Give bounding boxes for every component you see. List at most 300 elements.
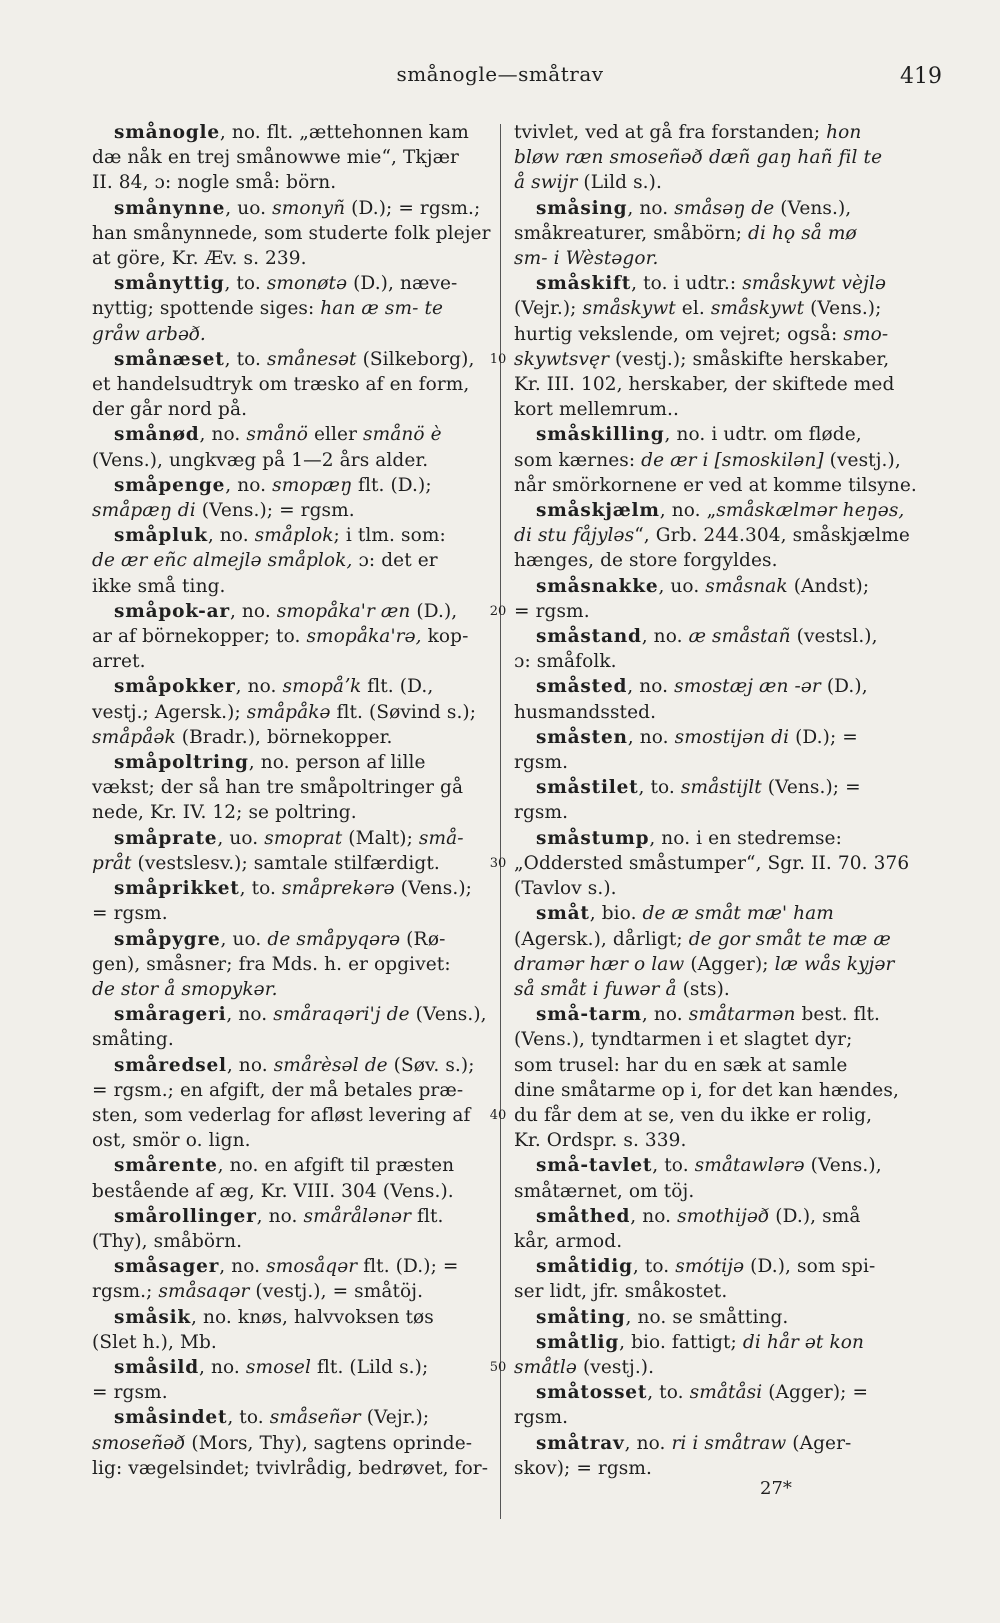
headword: småpygre [114, 928, 221, 950]
dialect-form: gråw arbəð. [92, 323, 206, 345]
definition-text: = rgsm. [92, 1382, 168, 1404]
text-line [514, 1431, 909, 1456]
text-line [514, 1305, 909, 1330]
definition-text: , no. [627, 197, 675, 219]
headword: småskilling [536, 424, 665, 446]
dialect-form: småskælmər heŋəs, [716, 500, 905, 522]
dialect-form: småtarmən [688, 1004, 796, 1026]
definition-text: , no. [630, 1205, 678, 1227]
definition-text: han smånynnede, som studerte folk plejer [92, 222, 491, 244]
text-line [92, 498, 487, 523]
text-line [92, 1179, 487, 1204]
dialect-form: bløw ræn smoseñəð dæñ gaŋ hañ fil te [514, 147, 883, 169]
dialect-form: di hår ət kon [742, 1331, 865, 1353]
text-line [92, 196, 487, 221]
definition-text: = rgsm. [92, 903, 168, 925]
definition-text: (Vens.); = [761, 777, 861, 799]
definition-text: (Bradr.), börnekopper. [175, 726, 393, 748]
definition-text: , no. „ [659, 500, 717, 522]
definition-text: Kr. III. 102, herskaber, der skiftede med [514, 374, 895, 396]
text-line [92, 800, 487, 825]
text-line [92, 548, 487, 573]
text-line [514, 674, 909, 699]
text-line [92, 448, 487, 473]
headword: små-tarm [536, 1004, 642, 1026]
text-line [514, 599, 909, 624]
text-line [514, 725, 909, 750]
headword: småsten [536, 726, 628, 748]
definition-text: (Vens.); [804, 298, 882, 320]
definition-text: småtærnet, om töj. [514, 1180, 695, 1202]
definition-text: , no. [235, 676, 283, 698]
definition-text: kort mellemrum.. [514, 399, 679, 421]
definition-text: , no. i en stedremse: [649, 827, 842, 849]
text-line [514, 1355, 909, 1380]
definition-text: småkreaturer, småbörn; [514, 222, 749, 244]
definition-text: (vestj.). [576, 1356, 655, 1378]
headword: småpok-ar [114, 600, 230, 622]
text-line [514, 196, 909, 221]
definition-text: (Vens.), ungkvæg på 1—2 års alder. [92, 449, 429, 471]
definition-text: (Silkeborg), [356, 348, 475, 370]
headword: smårageri [114, 1004, 227, 1026]
text-line [514, 347, 909, 372]
headword: småt [536, 903, 590, 925]
running-head: smånogle—småtrav [396, 62, 604, 86]
headword: småprikket [114, 878, 240, 900]
definition-text: (Lild s.). [577, 172, 662, 194]
definition-text: , no. [229, 600, 277, 622]
dialect-form: smótijə [675, 1256, 745, 1278]
headword: småting [536, 1306, 626, 1328]
dialect-form: smopåka'r æn [276, 600, 411, 622]
headword: småskift [536, 273, 632, 295]
text-line [92, 1078, 487, 1103]
definition-text: , to. [224, 348, 267, 370]
dialect-form: småraqəri'j de [273, 1004, 410, 1026]
definition-text: (vestslesv.); samtale stilfærdigt. [131, 852, 440, 874]
text-line [92, 523, 487, 548]
text-line [514, 296, 909, 321]
definition-text: , to. [632, 1256, 676, 1278]
dialect-form: småskywt [710, 298, 805, 320]
definition-text: (Vens.), [774, 197, 852, 219]
definition-text: dine småtarme op i, for det kan hændes, [514, 1079, 899, 1101]
headword: småpenge [114, 474, 226, 496]
dialect-form: småprekərə [282, 878, 395, 900]
definition-text: (Ager- [786, 1432, 852, 1454]
definition-text: „Oddersted småstumper“, Sgr. II. 70. 376 [514, 852, 910, 874]
definition-text: , no. [207, 525, 255, 547]
left-column [92, 120, 491, 1481]
text-line [92, 674, 487, 699]
text-line [92, 1027, 487, 1052]
dialect-form: småpåkə [246, 701, 331, 723]
dialect-form: ri i småtraw [671, 1432, 787, 1454]
text-line [92, 246, 487, 271]
text-line [514, 1027, 909, 1052]
text-line [92, 221, 491, 246]
text-line [514, 145, 909, 170]
definition-text: , no. [641, 626, 689, 648]
definition-text: , bio. fattigt; [619, 1331, 743, 1353]
text-line [92, 1330, 487, 1355]
definition-text: ; i tlm. som: [333, 525, 446, 547]
definition-text: , bio. [589, 903, 643, 925]
definition-text: (Slet h.), Mb. [92, 1331, 217, 1353]
dialect-form: smårèsəl de [273, 1054, 388, 1076]
text-line [92, 422, 487, 447]
definition-text: når smörkornene er ved at komme tilsyne. [514, 474, 917, 496]
definition-text: (vestj.), = småtöj. [249, 1281, 424, 1303]
definition-text: (Agger); [684, 953, 775, 975]
dialect-form: små- [418, 827, 464, 849]
text-line [92, 624, 487, 649]
text-line [92, 649, 487, 674]
text-line [92, 1128, 487, 1153]
definition-text: du får dem at se, ven du ikke er rolig, [514, 1104, 873, 1126]
definition-text: flt. (D., [361, 676, 434, 698]
definition-text: (Andst); [787, 575, 870, 597]
line-number-marker: 30 [489, 855, 507, 871]
definition-text: , no. flt. „ættehonnen kam [219, 122, 469, 143]
definition-text: , uo. [658, 575, 706, 597]
text-line [92, 145, 487, 170]
definition-text: hurtig vekslende, om vejret; også: [514, 323, 844, 345]
line-number-marker: 40 [489, 1107, 507, 1123]
dialect-form: småstijlt [680, 777, 762, 799]
definition-text: rgsm. [514, 752, 569, 774]
dialect-form: smopåka'rə, [306, 626, 422, 648]
definition-text: , no. i udtr. om fløde, [664, 424, 862, 446]
text-line [514, 422, 909, 447]
definition-text: (Agger); = [762, 1382, 869, 1404]
headword: småtrav [536, 1432, 625, 1454]
text-line [514, 1254, 909, 1279]
dialect-form: småskywt vèjlə [742, 273, 887, 295]
text-line [92, 1431, 487, 1456]
text-line [92, 170, 487, 195]
headword: smånynne [114, 197, 226, 219]
text-line [92, 322, 487, 347]
text-line [514, 271, 909, 296]
definition-text: (Tavlov s.). [514, 878, 617, 900]
text-line [92, 397, 487, 422]
definition-text: , no. [627, 676, 675, 698]
text-line [92, 1456, 487, 1481]
definition-text: , no. [624, 1432, 672, 1454]
definition-text: småting. [92, 1029, 174, 1051]
text-line [92, 1103, 487, 1128]
column-divider [500, 124, 501, 1519]
text-line [92, 347, 487, 372]
definition-text: tvivlet, ved at gå fra forstanden; [514, 122, 827, 143]
text-line [92, 1153, 487, 1178]
text-line [514, 1330, 909, 1355]
dialect-form: de æ småt mæ' ham [642, 903, 834, 925]
definition-text: (D.); = [789, 726, 858, 748]
dialect-form: smopåʼk [282, 676, 362, 698]
text-line [514, 120, 909, 145]
text-line [92, 876, 487, 901]
definition-text: (Malt); [342, 827, 419, 849]
text-line [514, 1002, 909, 1027]
text-line [514, 221, 909, 246]
text-line [514, 1078, 909, 1103]
text-line [92, 1204, 487, 1229]
definition-text: dæ nåk en trej smånowwe mie“, Tkjær [92, 147, 459, 169]
dialect-form: småtawlərə [694, 1155, 805, 1177]
dialect-form: smonyñ [272, 197, 346, 219]
headword: småstilet [536, 777, 639, 799]
definition-text: ost, smör o. lign. [92, 1130, 251, 1152]
text-line [514, 574, 909, 599]
dialect-form: pråt [92, 852, 132, 874]
text-line [92, 1254, 487, 1279]
text-line [92, 851, 487, 876]
text-line [514, 1456, 909, 1481]
dialect-form: småseñər [269, 1407, 361, 1429]
dialect-form: å swijr [514, 172, 578, 194]
text-line [514, 851, 909, 876]
dialect-form: smo- [843, 323, 889, 345]
definition-text: (D.), som spi- [744, 1256, 876, 1278]
definition-text: vestj.; Agersk.); [92, 701, 247, 723]
definition-text: (Mors, Thy), sagtens oprinde- [185, 1432, 473, 1454]
text-line [514, 1153, 909, 1178]
definition-text: = rgsm. [514, 600, 590, 622]
definition-text: , to. [638, 777, 681, 799]
headword: småstand [536, 626, 642, 648]
text-line [514, 952, 909, 977]
definition-text: (Vens.), [804, 1155, 882, 1177]
headword: småpokker [114, 676, 236, 698]
text-line [514, 826, 909, 851]
definition-text: rgsm. [514, 1407, 569, 1429]
dialect-form: de stor å smopykər. [92, 978, 278, 1000]
headword: smårollinger [114, 1205, 257, 1227]
text-line [92, 700, 487, 725]
definition-text: best. flt. [795, 1004, 881, 1026]
headword: småtlig [536, 1331, 620, 1353]
definition-text: skov); = rgsm. [514, 1457, 653, 1479]
text-line [92, 1355, 487, 1380]
definition-text: , no. [641, 1004, 689, 1026]
definition-text: , to. [239, 878, 283, 900]
definition-text: (Vens.); = rgsm. [195, 500, 355, 522]
definition-text: , no. [226, 1004, 274, 1026]
text-line [514, 1279, 909, 1304]
definition-text: (D.), [410, 600, 458, 622]
definition-text: et handelsudtryk om træsko af en form, [92, 374, 470, 396]
definition-text: (vestsl.), [790, 626, 878, 648]
definition-text: rgsm.; [92, 1281, 159, 1303]
definition-text: eller [308, 424, 364, 446]
headword: småpluk [114, 525, 208, 547]
headword: småsing [536, 197, 628, 219]
headword: småsild [114, 1356, 199, 1378]
definition-text: (D.), små [769, 1205, 861, 1227]
headword: småpoltring [114, 752, 249, 774]
text-line [92, 1279, 487, 1304]
definition-text: (vestj.); småskifte herskaber, [609, 348, 890, 370]
definition-text: , no. en afgift til præsten [217, 1155, 455, 1177]
text-line [92, 750, 487, 775]
definition-text: kår, armod. [514, 1230, 623, 1252]
text-line [514, 1204, 909, 1229]
definition-text: som kærnes: [514, 449, 642, 471]
definition-text: som trusel: har du en sæk at samle [514, 1054, 848, 1076]
headword: småstump [536, 827, 650, 849]
definition-text: ɔ: småfolk. [514, 651, 617, 673]
dialect-form: di hǫ så mø [748, 222, 857, 244]
dialect-form: småsnak [705, 575, 788, 597]
dialect-form: de småpyqərə [267, 928, 401, 950]
dialect-form: smånö [246, 424, 308, 446]
dialect-form: smånesət [266, 348, 357, 370]
headword: smånød [114, 424, 200, 446]
text-line [514, 624, 909, 649]
headword: småsager [114, 1256, 220, 1278]
dialect-form: småtåsi [689, 1382, 763, 1404]
right-column [514, 120, 917, 1481]
definition-text: kop- [421, 626, 469, 648]
definition-text: hænges, de store forgyldes. [514, 550, 778, 572]
dialect-form: han æ sm- te [320, 298, 444, 320]
definition-text: (Vejr.); [514, 298, 583, 320]
definition-text: (D.), [820, 676, 868, 698]
definition-text: flt. (Søvind s.); [330, 701, 477, 723]
text-line [92, 725, 487, 750]
text-line [514, 876, 909, 901]
line-number-marker: 20 [489, 603, 507, 619]
text-line [92, 901, 487, 926]
definition-text: , no. [198, 1356, 246, 1378]
headword: små-tavlet [536, 1155, 653, 1177]
definition-text: bestående af æg, Kr. VIII. 304 (Vens.). [92, 1180, 454, 1202]
text-line [514, 649, 909, 674]
text-line [92, 952, 487, 977]
dialect-form: de gor småt te mæ æ [688, 928, 891, 950]
definition-text: vækst; der så han tre småpoltringer gå [92, 777, 464, 799]
dialect-form: smopæŋ [272, 474, 353, 496]
headword: smånyttig [114, 273, 225, 295]
text-line [92, 1229, 487, 1254]
text-line [514, 170, 909, 195]
dialect-form: småsaqər [158, 1281, 250, 1303]
definition-text: , no. se småtting. [625, 1306, 789, 1328]
definition-text: flt. (D.); = [357, 1256, 459, 1278]
text-line [92, 826, 487, 851]
text-line [92, 927, 487, 952]
text-line [92, 372, 487, 397]
text-line [92, 271, 487, 296]
definition-text: at göre, Kr. Æv. s. 239. [92, 248, 307, 270]
text-line [92, 296, 487, 321]
definition-text: gen), småsner; fra Mds. h. er opgivet: [92, 953, 451, 975]
dialect-form: så småt i fuwər å [514, 978, 677, 1000]
definition-text: sten, som vederlag for afløst levering af [92, 1104, 471, 1126]
headword: småtosset [536, 1382, 648, 1404]
definition-text: , to. [652, 1155, 695, 1177]
definition-text: ar af börnekopper; to. [92, 626, 307, 648]
definition-text: flt. [411, 1205, 444, 1227]
definition-text: nyttig; spottende siges: [92, 298, 321, 320]
definition-text: el. [675, 298, 711, 320]
text-line [514, 523, 909, 548]
definition-text: flt. (Lild s.); [310, 1356, 429, 1378]
dialect-form: smostæj æn -ər [674, 676, 821, 698]
headword: småredsel [114, 1054, 227, 1076]
headword: småsik [114, 1306, 192, 1328]
definition-text: Kr. Ordspr. s. 339. [514, 1130, 687, 1152]
dialect-form: skywtsvęr [514, 348, 610, 370]
headword: smårente [114, 1155, 218, 1177]
text-line [514, 1128, 909, 1153]
text-line [514, 927, 909, 952]
text-line [514, 448, 909, 473]
definition-text: lig: vægelsindet; tvivlrådig, bedrøvet, for- [92, 1457, 489, 1479]
text-line [514, 800, 909, 825]
definition-text: , no. [627, 726, 675, 748]
definition-text: (Agersk.), dårligt; [514, 928, 689, 950]
definition-text: ɔ: det er [352, 550, 438, 572]
text-line [514, 1179, 909, 1204]
definition-text: ser lidt, jfr. småkostet. [514, 1281, 728, 1303]
definition-text: , uo. [217, 827, 265, 849]
definition-text: , to. i udtr.: [631, 273, 743, 295]
definition-text: , uo. [225, 197, 273, 219]
text-line [514, 977, 909, 1002]
text-line [514, 246, 909, 271]
definition-text: (Søv. s.); [387, 1054, 475, 1076]
text-line [514, 750, 909, 775]
definition-text: = rgsm.; en afgift, der må betales præ- [92, 1079, 464, 1101]
dialect-form: småpåək [92, 726, 176, 748]
definition-text: , to. [227, 1407, 270, 1429]
dialect-form: smoprat [264, 827, 343, 849]
text-line [514, 322, 909, 347]
definition-text: (Vejr.); [360, 1407, 430, 1429]
definition-text: (vestj.), [823, 449, 901, 471]
text-line [514, 901, 909, 926]
definition-text: (sts). [676, 978, 730, 1000]
dialect-form: smothijəð [677, 1205, 770, 1227]
text-line [514, 473, 917, 498]
dialect-form: smosåqər [266, 1256, 358, 1278]
dialect-form: småtlə [514, 1356, 577, 1378]
dialect-form: dramər hær o law [514, 953, 685, 975]
definition-text: rgsm. [514, 802, 569, 824]
text-line [514, 1229, 909, 1254]
dialect-form: småplok [254, 525, 334, 547]
dialect-form: sm- i Wèstəgor. [514, 248, 659, 270]
text-line [92, 574, 487, 599]
headword: småsindet [114, 1407, 228, 1429]
line-number-marker: 10 [489, 351, 507, 367]
definition-text: , no. [225, 474, 273, 496]
text-line [514, 775, 909, 800]
text-line [92, 599, 487, 624]
definition-text: nede, Kr. IV. 12; se poltring. [92, 802, 357, 824]
headword: småskjælm [536, 500, 660, 522]
text-line [514, 548, 909, 573]
definition-text: , to. [224, 273, 267, 295]
dialect-form: småsəŋ de [674, 197, 775, 219]
text-line [92, 473, 487, 498]
dialect-form: smårålənər [303, 1205, 412, 1227]
text-line [92, 1305, 487, 1330]
